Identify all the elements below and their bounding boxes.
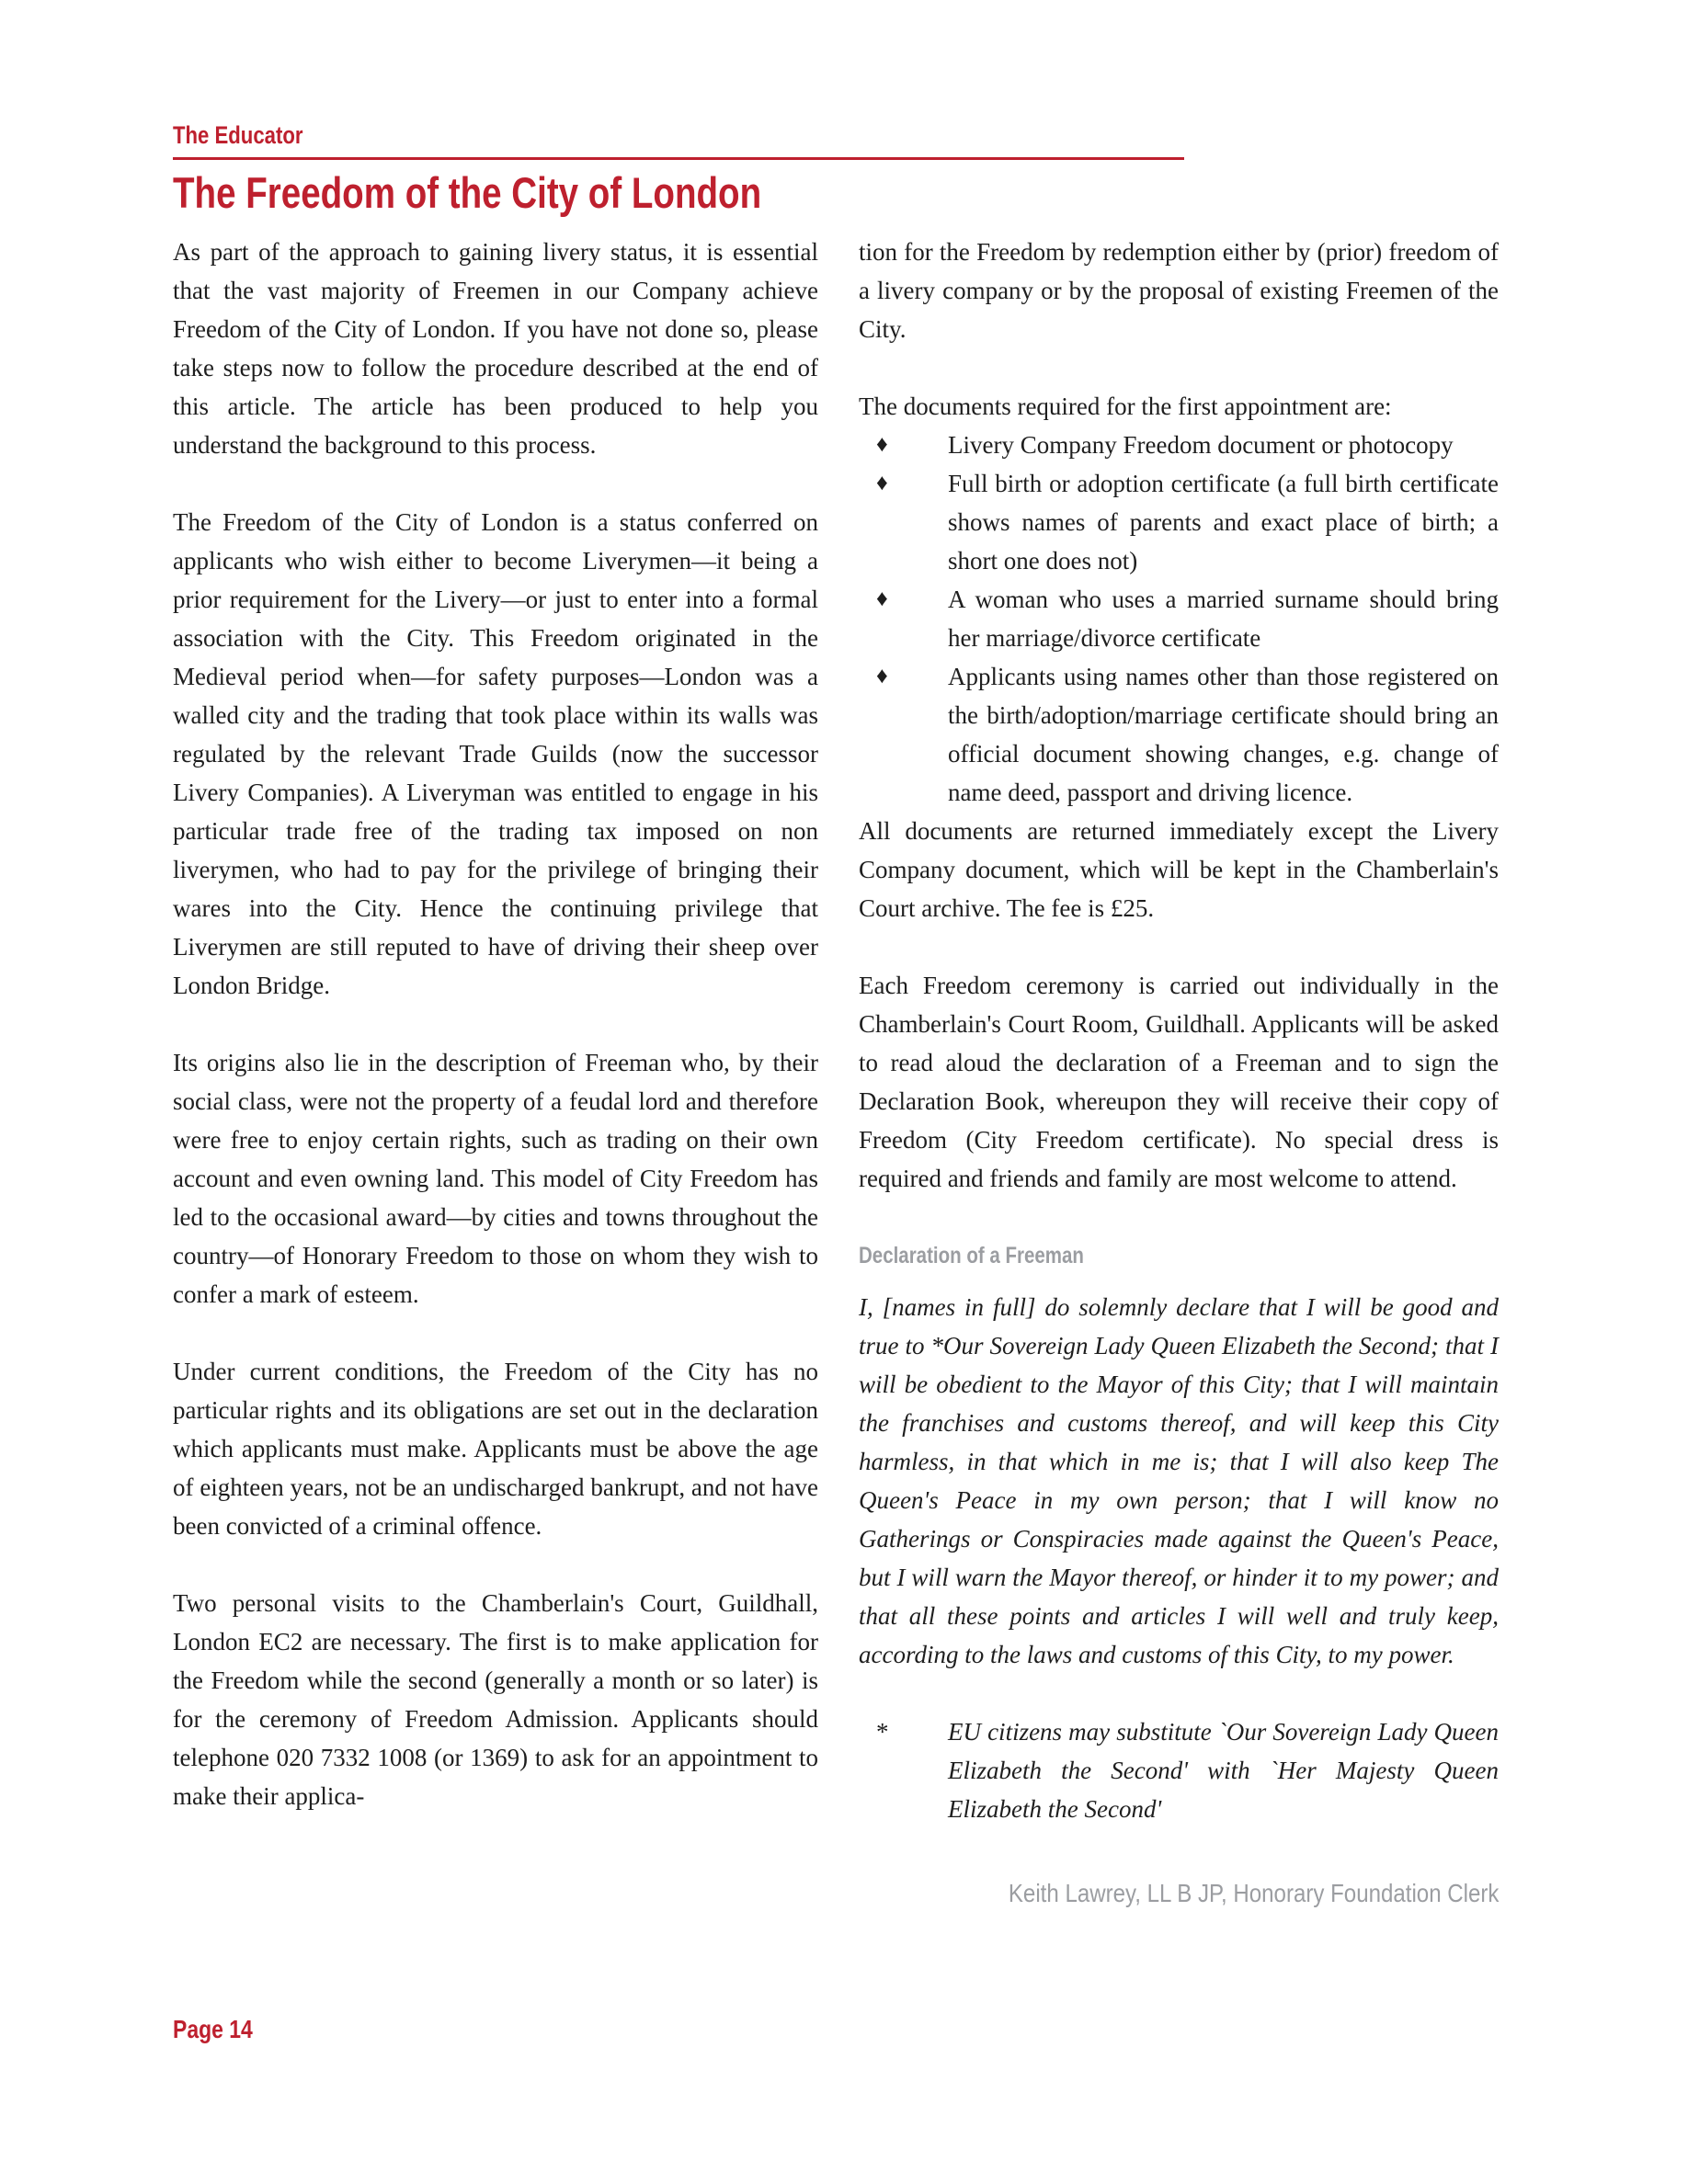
byline [859, 1874, 1499, 1913]
bullet-item [859, 464, 1499, 580]
header-rule [173, 157, 1184, 160]
paragraph-intro: As part of the approach to gaining livery status, it is essential that the vast majority of Freemen in our Company achieve Freedom of the City of London. If you have not done so, please take steps now to follow the procedure described at the end of this article. The article has been produced to help you understand the background to this process. [173, 238, 818, 459]
page-number-text: Page 14 [173, 2015, 253, 2043]
footnote-text: EU citizens may substitute `Our Sovereign Lady Queen Elizabeth the Second' with `Her Majesty Queen Elizabeth the Second' [948, 1718, 1499, 1823]
bullet-item [859, 657, 1499, 812]
paragraph-conditions: Under current conditions, the Freedom of the City has no particular rights and its obligations are set out in the declaration which applicants must make. Applicants must be above the age of eighteen years, not be an undischarged bankrupt, and not have been convicted of a criminal offence. [173, 1358, 818, 1540]
byline-text: Keith Lawrey, LL B JP, Honorary Foundation Clerk [1008, 1879, 1499, 1907]
paragraph-continuation: tion for the Freedom by redemption either by (prior) freedom of a livery company or by the proposal of existing Freemen of the City. [859, 238, 1499, 343]
bullet-item [859, 580, 1499, 657]
paragraph-origins: Its origins also lie in the description of Freeman who, by their social class, were not the property of a feudal lord and therefore were free to enjoy certain rights, such as trading on their own account and even owning land. This model of City Freedom has led to the occasional award—by cities and towns throughout the country—of Honorary Freedom to those on whom they wish to confer a mark of esteem. [173, 1049, 818, 1308]
declaration-heading [859, 1236, 1499, 1275]
bullet-text: A woman who uses a married surname should bring her marriage/divorce certificate [948, 586, 1499, 652]
bullet-item [859, 426, 1499, 464]
column-right [859, 233, 1499, 1913]
page-number [173, 2015, 270, 2044]
bullet-text: Livery Company Freedom document or photocopy [948, 431, 1454, 459]
masthead-text: The Educator [173, 121, 303, 149]
masthead [173, 121, 332, 150]
documents-intro: The documents required for the first appointment are: [859, 392, 1392, 420]
article-title-text: The Freedom of the City of London [173, 168, 762, 217]
diamond-bullet-icon: ♦ [876, 664, 888, 688]
declaration-heading-text: Declaration of a Freeman [859, 1243, 1084, 1268]
bullet-text: Full birth or adoption certificate (a full birth certificate shows names of parents and exact place of birth; a short one does not) [948, 470, 1499, 574]
paragraph-all-documents: All documents are returned immediately except the Livery Company document, which will be kept in the Chamberlain's Court archive. The fee is £25. [859, 817, 1499, 922]
article-title [173, 167, 891, 218]
paragraph-history: The Freedom of the City of London is a status conferred on applicants who wish either to become Liverymen—it being a prior requirement for the Livery—or just to enter into a formal association with the City. This Freedom originated in the Medieval period when—for safety purposes—London was a walled city and the trading that took place within its walls was regulated by the relevant Trade Guilds (now the successor Livery Companies). A Liveryman was entitled to engage in his particular trade free of the trading tax imposed on non liverymen, who had to pay for the privilege of bringing their wares into the City. Hence the continuing privilege that Liverymen are still reputed to have of driving their sheep over London Bridge. [173, 508, 818, 999]
footnote [859, 1712, 1499, 1828]
article-body [173, 233, 1499, 1913]
paragraph-visits: Two personal visits to the Chamberlain's Court, Guildhall, London EC2 are necessary. The first is to make application for the Freedom while the second (generally a month or so later) is for the ceremony of Freedom Admission. Applicants should telephone 020 7332 1008 (or 1369) to ask for an appointment to make their applica- [173, 1589, 818, 1810]
asterisk-marker: * [876, 1718, 889, 1746]
diamond-bullet-icon: ♦ [876, 432, 888, 457]
paragraph-ceremony: Each Freedom ceremony is carried out individually in the Chamberlain's Court Room, Guildhall. Applicants will be asked to read aloud the declaration of a Freeman and to sign the Declaration Book, whereupon they will receive their copy of Freedom (City Freedom certificate). No special dress is required and friends and family are most welcome to attend. [859, 972, 1499, 1192]
diamond-bullet-icon: ♦ [876, 471, 888, 495]
column-left [173, 233, 818, 1913]
diamond-bullet-icon: ♦ [876, 586, 888, 611]
declaration-text: I, [names in full] do solemnly declare that I will be good and true to *Our Sovereign Lady Queen Elizabeth the Second; that I will be obedient to the Mayor of this City; that I will maintain the franchises and customs thereof, and will keep this City harmless, in that which in me is; that I will also keep The Queen's Peace in my own person; that I will know no Gatherings or Conspiracies made against the Queen's Peace, but I will warn the Mayor thereof, or hinder it to my power; and that all these points and articles I will well and truly keep, according to the laws and customs of this City, to my power. [859, 1293, 1499, 1668]
documents-section [859, 387, 1499, 927]
bullet-text: Applicants using names other than those registered on the birth/adoption/marriage certificate should bring an official document showing changes, e.g. change of name deed, passport and driving licence. [948, 663, 1499, 806]
